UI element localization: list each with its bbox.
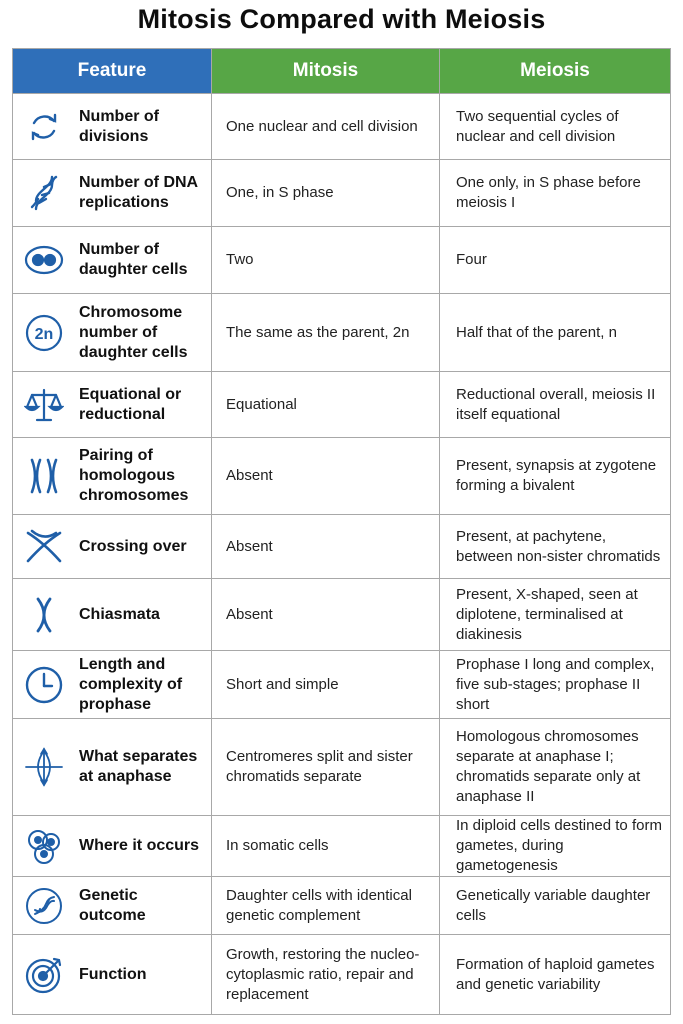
- target-icon: [23, 954, 65, 996]
- mitosis-cell: Absent: [212, 579, 440, 651]
- mitosis-cell: Daughter cells with identical genetic complement: [212, 877, 440, 935]
- feature-cell: [13, 719, 212, 816]
- meiosis-cell: Present, synapsis at zygotene forming a bivalent: [440, 438, 671, 515]
- feature-label: Where it occurs: [79, 837, 200, 854]
- table-row: [13, 372, 671, 438]
- dna-helix-icon: [23, 172, 65, 214]
- cycle-arrows-icon: [23, 106, 65, 148]
- meiosis-cell: Prophase I long and complex, five sub-stages; prophase II short: [440, 651, 671, 719]
- feature-cell: [13, 227, 212, 294]
- meiosis-cell: In diploid cells destined to form gametes, during gametogenesis: [440, 816, 671, 877]
- feature-cell: [13, 515, 212, 579]
- table-row: [13, 294, 671, 372]
- 2n-badge-icon: [23, 312, 65, 354]
- dna-circle-icon: [23, 885, 65, 927]
- mitosis-cell: In somatic cells: [212, 816, 440, 877]
- mitosis-cell: The same as the parent, 2n: [212, 294, 440, 372]
- crossing-over-icon: [23, 526, 65, 568]
- meiosis-cell: Homologous chromosomes separate at anaphase I; chromatids separate only at anaphase II: [440, 719, 671, 816]
- feature-label: Equational or reductional: [79, 385, 182, 423]
- feature-cell: [13, 816, 212, 877]
- feature-cell: [13, 160, 212, 227]
- feature-label: Chromosome number of daughter cells: [79, 303, 188, 361]
- two-cells-icon: [23, 239, 65, 281]
- mitosis-cell: Centromeres split and sister chromatids separate: [212, 719, 440, 816]
- meiosis-cell: Formation of haploid gametes and genetic variability: [440, 935, 671, 1015]
- table-row: [13, 935, 671, 1015]
- table-row: [13, 877, 671, 935]
- mitosis-cell: One nuclear and cell division: [212, 94, 440, 160]
- feature-label: Genetic outcome: [79, 886, 146, 924]
- 2n-badge-text: 2n: [34, 325, 54, 343]
- feature-cell: [13, 935, 212, 1015]
- meiosis-cell: Half that of the parent, n: [440, 294, 671, 372]
- feature-label: Number of daughter cells: [79, 241, 188, 278]
- feature-label: Pairing of homologous chromosomes: [79, 447, 189, 504]
- table-row: [13, 94, 671, 160]
- feature-cell: [13, 877, 212, 935]
- feature-label: What separates at anaphase: [79, 748, 198, 785]
- spindle-icon: [23, 746, 65, 788]
- mitosis-cell: Two: [212, 227, 440, 294]
- feature-cell: [13, 372, 212, 438]
- header-feature: Feature: [13, 49, 212, 94]
- meiosis-cell: Four: [440, 227, 671, 294]
- feature-label: Function: [79, 965, 147, 983]
- clock-icon: [23, 664, 65, 706]
- mitosis-cell: Absent: [212, 438, 440, 515]
- balance-scale-icon: [23, 384, 65, 426]
- header-row: [13, 49, 671, 94]
- feature-cell: [13, 651, 212, 719]
- table-row: [13, 438, 671, 515]
- feature-label: Chiasmata: [79, 605, 160, 623]
- table-row: [13, 719, 671, 816]
- table-row: [13, 227, 671, 294]
- cell-cluster-icon: [23, 825, 65, 867]
- header-mitosis: Mitosis: [212, 49, 440, 94]
- mitosis-cell: Growth, restoring the nucleo-cytoplasmic ratio, repair and replacement: [212, 935, 440, 1015]
- feature-label: Number of divisions: [79, 107, 159, 145]
- feature-cell: [13, 579, 212, 651]
- table-row: [13, 651, 671, 719]
- meiosis-cell: Reductional overall, meiosis II itself equational: [440, 372, 671, 438]
- feature-label: Crossing over: [79, 537, 187, 555]
- feature-cell: [13, 438, 212, 515]
- table-row: [13, 160, 671, 227]
- feature-cell: [13, 294, 212, 372]
- meiosis-cell: Genetically variable daughter cells: [440, 877, 671, 935]
- table-row: [13, 579, 671, 651]
- mitosis-cell: Equational: [212, 372, 440, 438]
- feature-label: Length and complexity of prophase: [79, 655, 183, 713]
- mitosis-cell: One, in S phase: [212, 160, 440, 227]
- page-title: Mitosis Compared with Meiosis: [137, 4, 546, 34]
- meiosis-cell: Present, X-shaped, seen at diplotene, terminalised at diakinesis: [440, 579, 671, 651]
- meiosis-cell: One only, in S phase before meiosis I: [440, 160, 671, 227]
- mitosis-cell: Absent: [212, 515, 440, 579]
- table-row: [13, 816, 671, 877]
- table-row: [13, 515, 671, 579]
- comparison-table: [12, 48, 671, 1015]
- mitosis-cell: Short and simple: [212, 651, 440, 719]
- meiosis-cell: Present, at pachytene, between non-sister chromatids: [440, 515, 671, 579]
- meiosis-cell: Two sequential cycles of nuclear and cell division: [440, 94, 671, 160]
- homologous-chromosomes-icon: [23, 455, 65, 497]
- feature-label: Number of DNA replications: [79, 174, 198, 211]
- feature-cell: [13, 94, 212, 160]
- chiasma-icon: [23, 594, 65, 636]
- header-meiosis: Meiosis: [440, 49, 671, 94]
